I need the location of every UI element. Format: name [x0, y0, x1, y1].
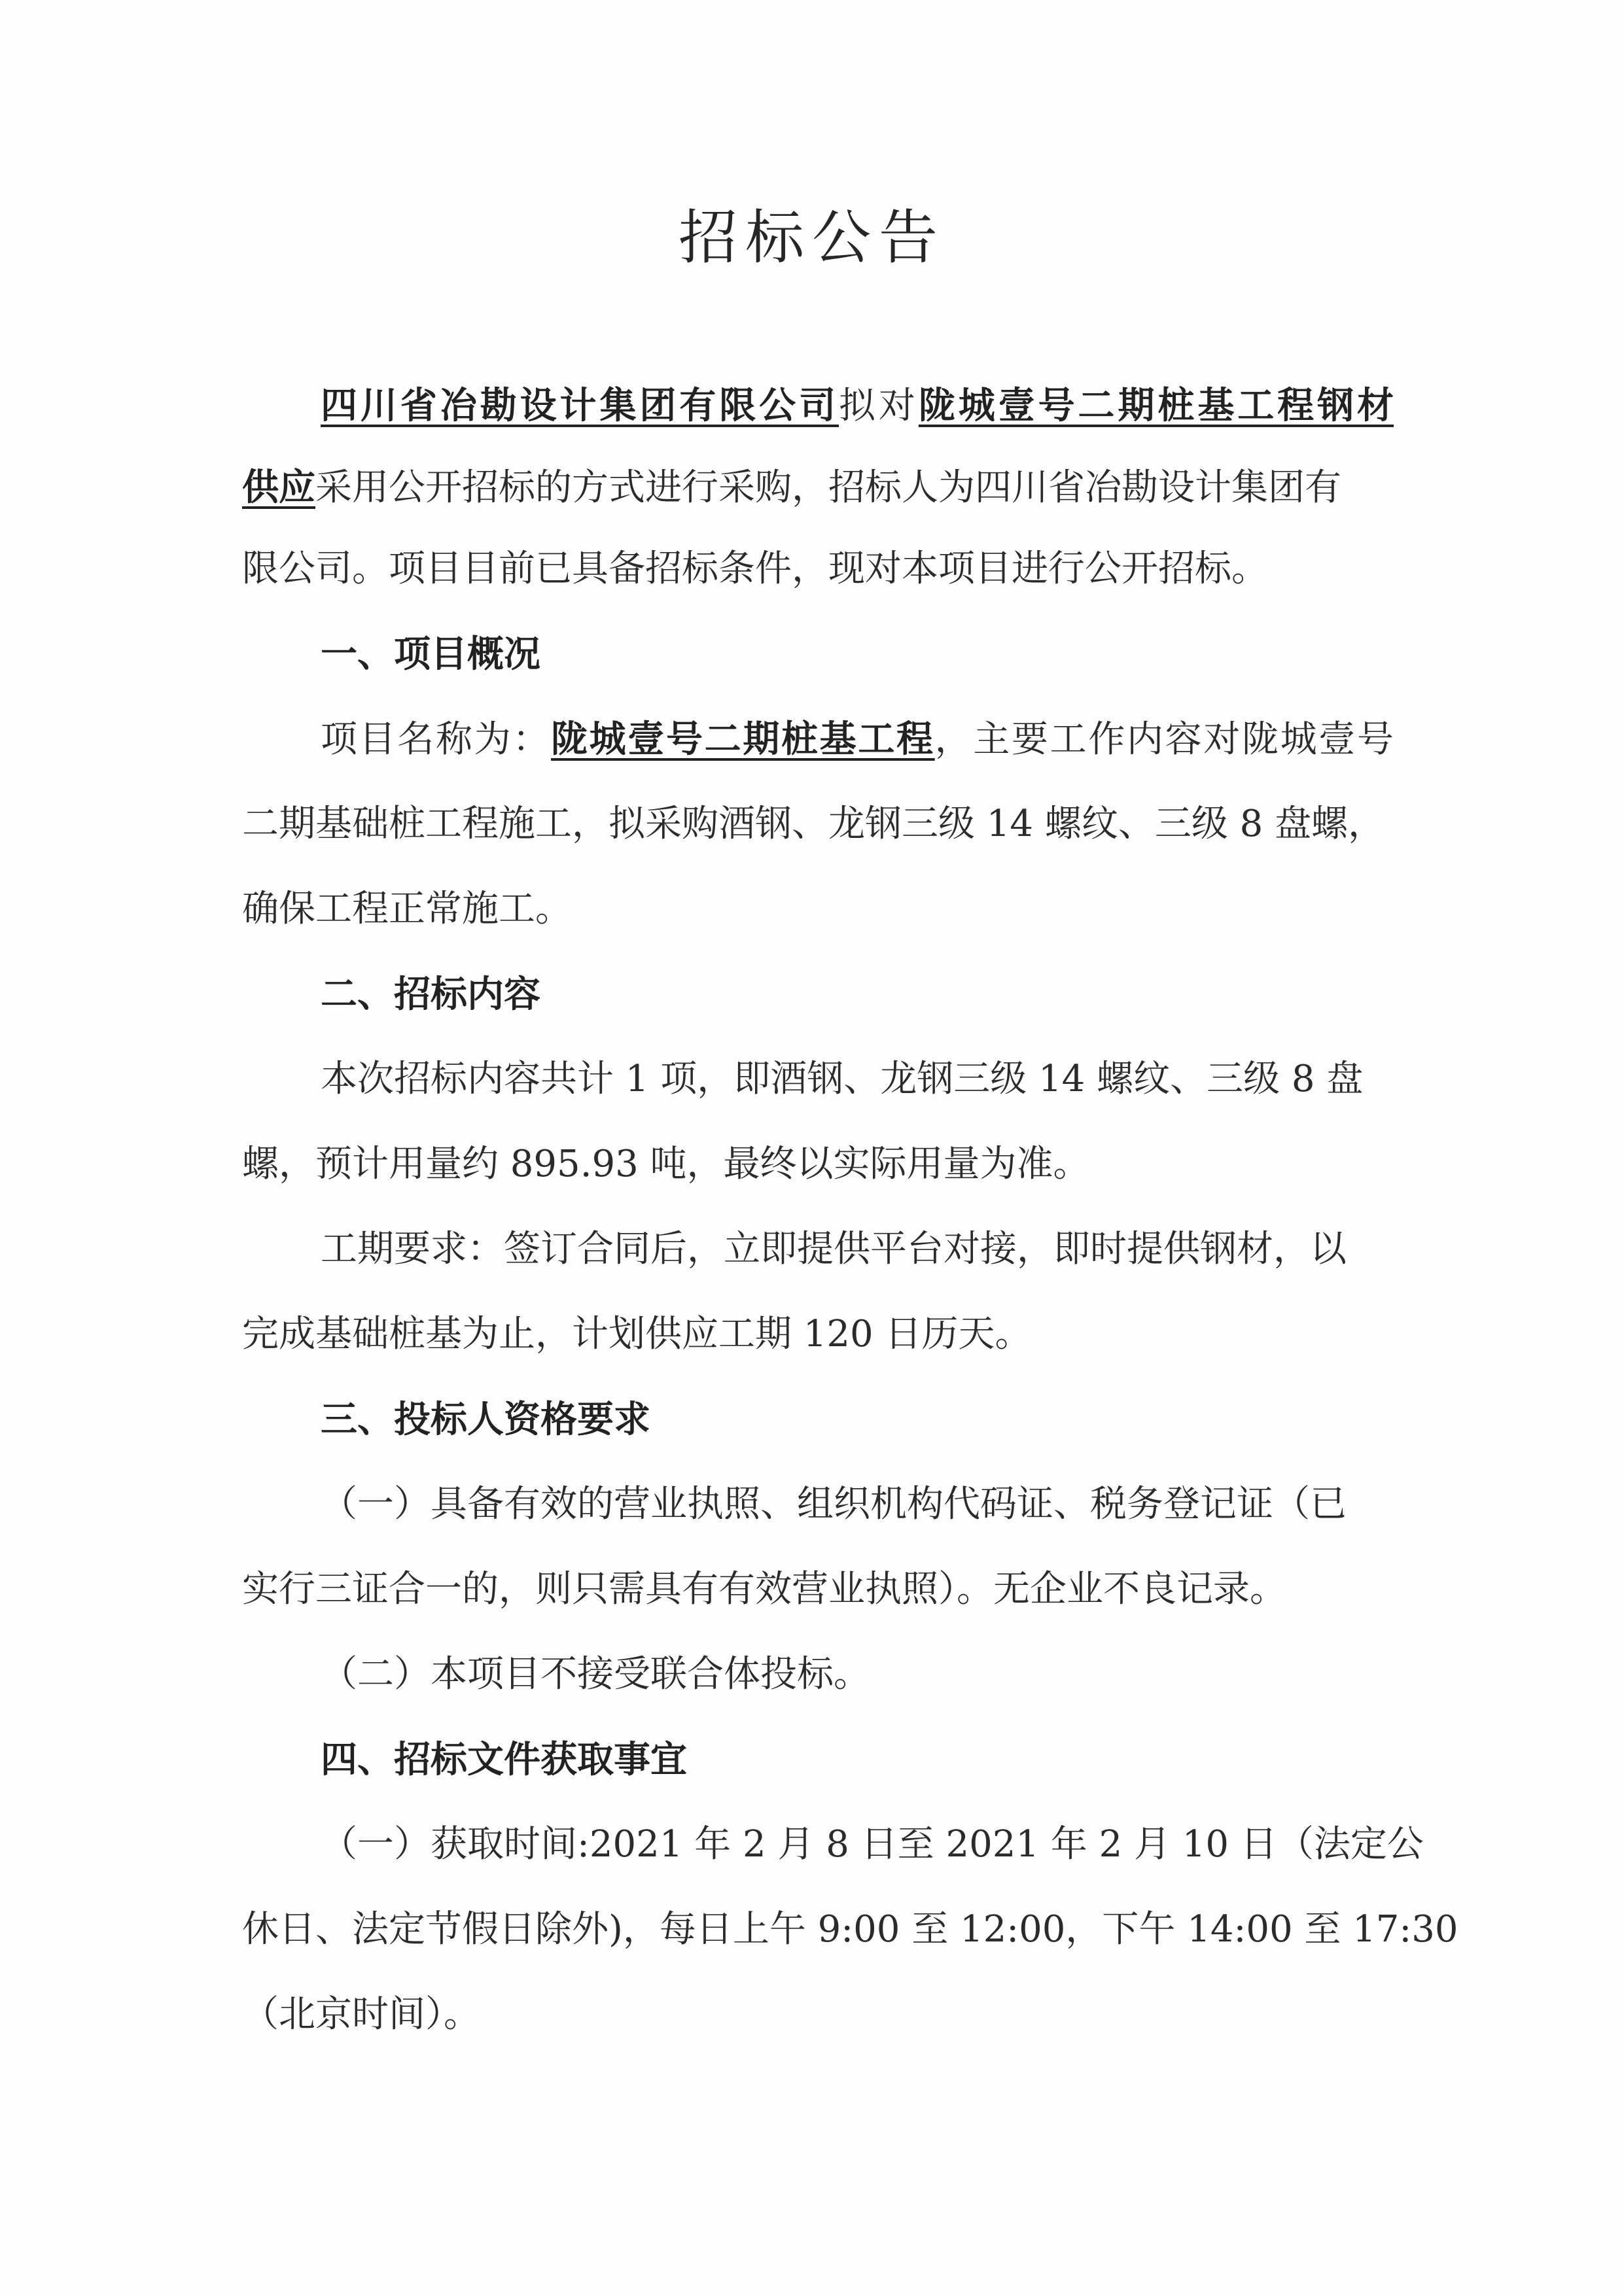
section-1-line-1	[321, 713, 1394, 766]
intro-text-1: 拟对	[839, 385, 919, 427]
section-1-heading: 一、项目概况	[321, 633, 540, 676]
section-2-heading: 二、招标内容	[321, 973, 540, 1016]
section-1-text-c: ，主要工作内容对陇城壹号	[934, 718, 1394, 761]
section-1-text-a: 项目名称为：	[321, 718, 551, 761]
section-4-line-2: 休日、法定节假日除外)，每日上午 9:00 至 12:00，下午 14:00 至 17:30	[242, 1908, 1458, 1951]
intro-line-1	[321, 379, 1394, 432]
section-4-line-3: （北京时间）。	[242, 1993, 480, 2036]
section-3-line-2: 实行三证合一的，则只需具有有效营业执照）。无企业不良记录。	[242, 1568, 1286, 1610]
section-1-line-3: 确保工程正常施工。	[242, 888, 572, 930]
section-4-line-1: （一）获取时间:2021 年 2 月 8 日至 2021 年 2 月 10 日（法定公	[321, 1823, 1424, 1866]
section-1-project-name: 陇城壹号二期桩基工程	[551, 718, 935, 761]
section-2-line-3: 工期要求：签订合同后，立即提供平台对接，即时提供钢材，以	[321, 1228, 1347, 1270]
intro-line-2	[242, 461, 1394, 514]
section-4-heading: 四、招标文件获取事宜	[321, 1738, 687, 1781]
section-2-line-4: 完成基础桩基为止，计划供应工期 120 日历天。	[242, 1313, 1032, 1355]
section-2-line-1: 本次招标内容共计 1 项，即酒钢、龙钢三级 14 螺纹、三级 8 盘	[321, 1058, 1364, 1100]
intro-text-2: 采用公开招标的方式进行采购，招标人为四川省冶勘设计集团有	[315, 466, 1341, 509]
section-3-line-3: （二）本项目不接受联合体投标。	[321, 1653, 870, 1696]
page-title: 招标公告	[679, 203, 945, 272]
project-name-part-2: 供应	[242, 466, 315, 509]
project-name-part-1: 陇城壹号二期桩基工程钢材	[918, 384, 1394, 427]
section-3-line-1: （一）具备有效的营业执照、组织机构代码证、税务登记证（已	[321, 1483, 1347, 1525]
section-3-heading: 三、投标人资格要求	[321, 1398, 650, 1441]
company-name: 四川省冶勘设计集团有限公司	[321, 384, 839, 427]
intro-line-3: 限公司。项目目前已具备招标条件，现对本项目进行公开招标。	[242, 548, 1268, 590]
section-2-line-2: 螺，预计用量约 895.93 吨，最终以实际用量为准。	[242, 1143, 1090, 1185]
section-1-line-2: 二期基础桩工程施工，拟采购酒钢、龙钢三级 14 螺纹、三级 8 盘螺，	[242, 803, 1385, 845]
